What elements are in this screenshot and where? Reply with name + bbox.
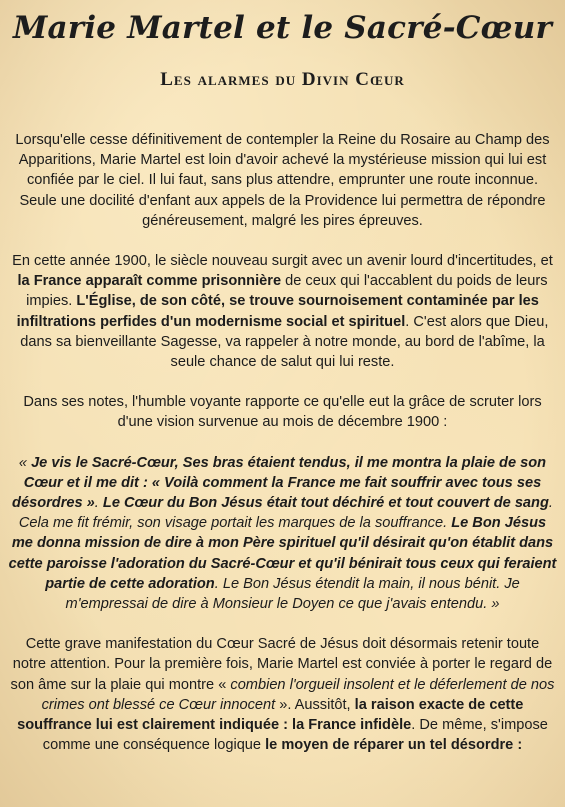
paragraph-analysis-emphasis-2: le moyen de réparer un tel désordre : (265, 737, 523, 754)
vision-quote-emphasis-3: Le Bon Jésus me donna mission de dire à mon Père spirituel qu'il désirait qu'on établit dans cette paroisse l'adoration du Sacré-Cœur et qu'il bénirait tous ceux qui feraient partie de cette adoration (8, 515, 557, 592)
paragraph-intro-text: Lorsqu'elle cesse définitivement de contempler la Reine du Rosaire au Champ des Apparitions, Marie Martel est loin d'avoir achevé la mystérieuse mission qui lui est confiée par le ciel. Il lui faut, sans plus attendre, emprunter une route inconnue. Seule une docilité d'enfant aux appels de la Providence lui permettra de répondre généreusement, malgré les pires épreuves. (15, 132, 550, 229)
paragraph-context (8, 251, 557, 372)
paragraph-context-emphasis-2: L'Église, de son côté, se trouve sournoisement contaminée par les infiltrations perfides d'un modernisme social et spirituel (16, 293, 539, 330)
paragraph-analysis-text-3: . De même, s'impose comme une conséquence logique (42, 717, 548, 754)
paragraph-analysis-text-2: ». Aussitôt, (275, 696, 355, 713)
section-heading: Les alarmes du Divin Cœur (160, 69, 405, 90)
vision-quote-text-4: . Le Bon Jésus étendit la main, il nous bénit. Je m'empressai de dire à Monsieur le Doyen ce que j'avais entendu. » (65, 575, 520, 613)
paragraph-notes-intro (8, 392, 557, 432)
vision-quote-text-3: . Cela me fit frémir, son visage portait les marques de la souffrance. (18, 495, 553, 532)
paragraph-context-text-1: En cette année 1900, le siècle nouveau surgit avec un avenir lourd d'incertitudes, et (12, 253, 553, 270)
paragraph-analysis-text-1: Cette grave manifestation du Cœur Sacré de Jésus doit désormais retenir toute notre attention. Pour la première fois, Marie Martel est conviée à porter le regard de son âme sur la plaie qui montre « (10, 636, 553, 693)
vision-quote (8, 453, 557, 615)
paragraph-analysis-emphasis-1: la raison exacte de cette souffrance lui est clairement indiquée : la France infidèle (17, 696, 524, 734)
paragraph-context-text-2: de ceux qui l'accablent du poids de leurs impies. (26, 273, 548, 310)
paragraph-notes-intro-text: Dans ses notes, l'humble voyante rapporte ce qu'elle eut la grâce de scruter lors d'une vision survenue au mois de décembre 1900 : (23, 394, 542, 431)
paragraph-analysis-italic-1: combien l'orgueil insolent et le déferlement de nos crimes ont blessé ce Cœur innocent (41, 676, 555, 713)
vision-quote-emphasis-1: Je vis le Sacré-Cœur, Ses bras étaient tendus, il me montra la plaie de son Cœur et il me dit : « Voilà comment la France me fait souffrir avec tous ses désordres » (12, 454, 547, 512)
paragraph-context-emphasis-1: la France apparaît comme prisonnière (17, 273, 282, 290)
vision-quote-text-1: « (18, 454, 32, 471)
vision-quote-emphasis-2: Le Cœur du Bon Jésus était tout déchiré et tout couvert de sang (102, 495, 549, 512)
paragraph-intro (8, 130, 557, 231)
paragraph-analysis (8, 634, 557, 755)
page-title: Marie Martel et le Sacré-Cœur (13, 10, 552, 46)
vision-quote-text-2: . (94, 495, 103, 512)
paragraph-context-text-3: . C'est alors que Dieu, dans sa bienveillante Sagesse, va rappeler à notre monde, au bord de l'abîme, la seule chance de salut qui lui reste. (20, 313, 549, 371)
